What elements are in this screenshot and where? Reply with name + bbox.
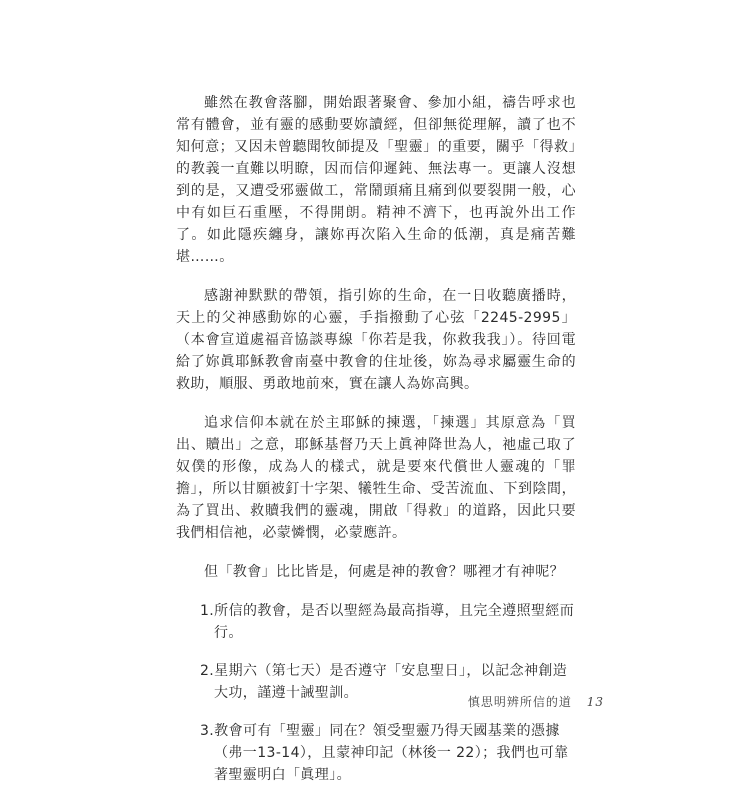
paragraph-3: 追求信仰本就在於主耶穌的揀選，「揀選」其原意為「買出、贖出」之意，耶穌基督乃天上眞神降世為人，祂虛己取了奴僕的形像，成為人的樣式，就是要來代償世人靈魂的「罪擔」，所以甘願被釘十字架、犧牲生命、受苦流血、下到陰間，為了買出、救贖我們的靈魂，開啟「得救」的道路，因此只要我們相信祂，必蒙憐憫，必蒙應許。	[176, 415, 576, 541]
paragraph-1: 雖然在教會落腳，開始跟著聚會、參加小組，禱告呼求也常有體會，並有靈的感動要妳讀經，但卻無從理解，讀了也不知何意；又因未曾聽聞牧師提及「聖靈」的重要，關乎「得救」的教義一直難以明瞭，因而信仰遲鈍、無法專一。更讓人沒想到的是，又遭受邪靈做工，常鬧頭痛且痛到似要裂開一般，心中有如巨石重壓，不得開朗。精神不濟下，也再說外出工作了。如此隱疾纏身，讓妳再次陷入生命的低潮，真是痛苦難堪……。	[176, 95, 576, 265]
list-item-text: 教會可有「聖靈」同在？領受聖靈乃得天國基業的憑據（弗一13-14），且蒙神印記（林後一 22）；我們也可靠著聖靈明白「眞理」。	[214, 723, 569, 783]
paragraph-2: 感謝神默默的帶領，指引妳的生命，在一日收聽廣播時，天上的父神感動妳的心靈，手指撥動了心弦「2245-2995」（本會宣道處福音協談專線「你若是我，你救我我」）。待回電給了妳眞耶穌教會南臺中教會的住址後，妳為尋求屬靈生命的救助，順服、勇敢地前來，實在讓人為妳高興。	[176, 288, 576, 392]
list-item-text: 星期六（第七天）是否遵守「安息聖日」，以記念神創造大功，謹遵十誡聖訓。	[214, 663, 568, 701]
page-number: 13	[586, 695, 604, 709]
list-item-number: 1.	[200, 603, 215, 619]
page-footer	[468, 693, 604, 710]
list-item-text: 所信的教會，是否以聖經為最高指導，且完全遵照聖經而行。	[214, 603, 575, 641]
list-item-number: 3.	[200, 723, 215, 739]
running-title: 慎思明辨所信的道	[467, 695, 572, 709]
list-item	[176, 600, 576, 644]
list-item	[176, 720, 576, 786]
paragraph-4: 但「教會」比比皆是，何處是神的教會？哪裡才有神呢？	[204, 564, 564, 580]
list-item-number: 2.	[200, 663, 215, 679]
